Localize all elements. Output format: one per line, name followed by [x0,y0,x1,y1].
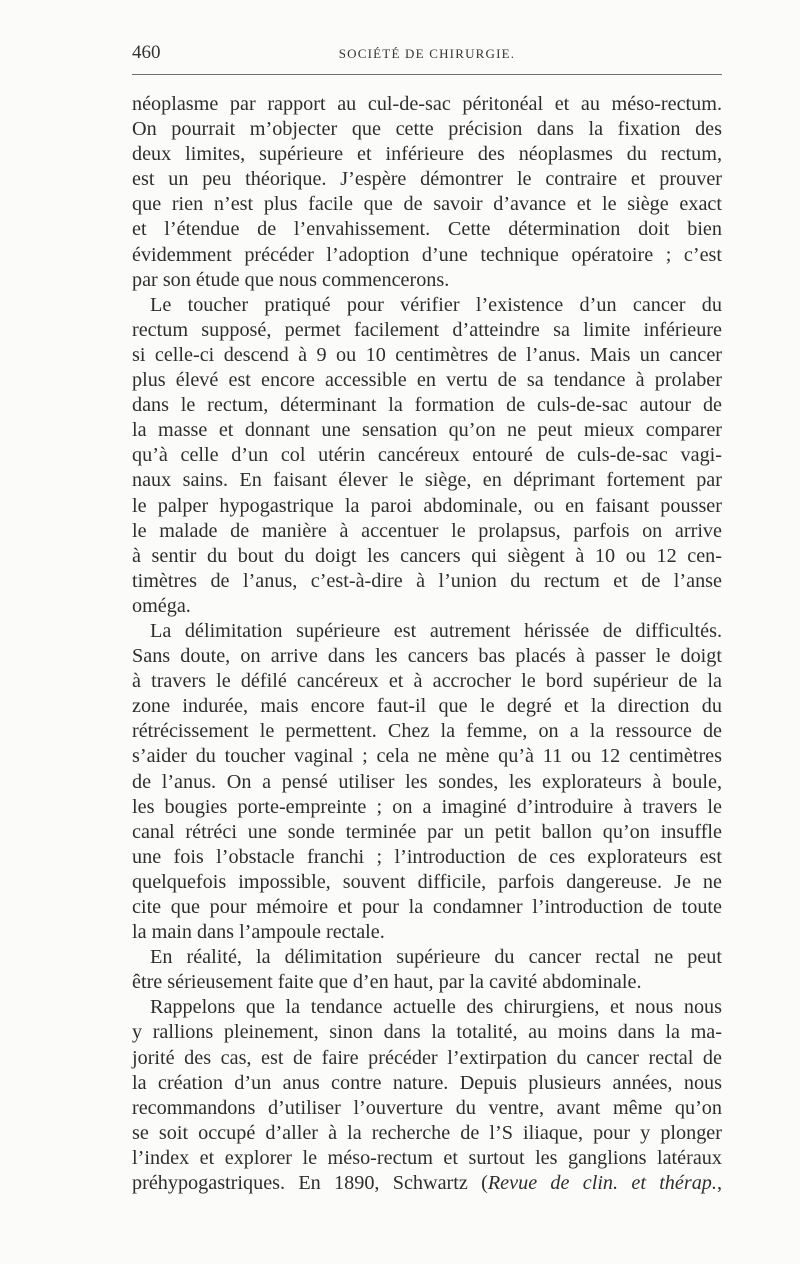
text-line: oméga. [132,594,191,617]
text-line: dans le rectum, déterminant la formation de culs-de-sac autour de [132,394,722,417]
text-line: rétrécissement le permettent. Chez la femme, on a la ressource de [132,720,722,743]
text-line: jorité des cas, est de faire précéder l’extirpation du cancer rectal de [132,1046,722,1069]
text-line: rectum supposé, permet facilement d’atteindre sa limite inférieure [132,318,722,341]
text-line: qu’à celle d’un col utérin cancéreux entouré de culs-de-sac vagi- [132,444,722,467]
text-line: naux sains. En faisant élever le siège, en déprimant fortement par [132,469,722,492]
text-line: néoplasme par rapport au cul-de-sac péritonéal et au méso-rectum. [132,93,722,115]
text-line: la masse et donnant une sensation qu’on ne peut mieux comparer [132,419,722,442]
text-line: l’index et explorer le méso-rectum et surtout les ganglions latéraux [132,1146,722,1169]
text-line: être sérieusement faite que d’en haut, par la cavité abdominale. [132,971,642,994]
citation-title: Revue de clin. et thérap. [487,1172,717,1195]
text-line: à sentir du bout du doigt les cancers qui siègent à 10 ou 12 cen- [132,544,722,567]
text-line: si celle-ci descend à 9 ou 10 centimètres de l’anus. Mais un cancer [132,343,722,366]
text-line: cite que pour mémoire et pour la condamner l’introduction de toute [132,896,722,918]
text-line: s’aider du toucher vaginal ; cela ne mène qu’à 11 ou 12 centimètres [132,745,722,768]
text-line: recommandons d’utiliser l’ouverture du ventre, avant même qu’on [132,1096,722,1119]
text-line: On pourrait m’objecter que cette précision dans la fixation des [132,118,722,141]
text-line: de l’anus. On a pensé utiliser les sondes, les explorateurs à boule, [132,770,722,793]
text-line: deux limites, supérieure et inférieure des néoplasmes du rectum, [132,143,722,166]
text-line: que rien n’est plus facile que de savoir d’avance et le siège exact [132,193,722,216]
text-line: est un peu théorique. J’espère démontrer le contraire et prouver [132,168,722,191]
final-line-tail: , [716,1172,722,1195]
text-line: La délimitation supérieure est autrement hérissée de difficultés. [150,619,722,642]
text-line: quelquefois impossible, souvent difficile, parfois dangereuse. Je ne [132,870,722,893]
text-line: En réalité, la délimitation supérieure du cancer rectal ne peut [150,946,722,969]
final-line-start: préhypogastriques. En 1890, Schwartz ( [132,1172,488,1195]
text-line: canal rétréci une sonde terminée par un petit ballon qu’on insuffle [132,820,722,843]
text-line: le palper hypogastrique la paroi abdominale, ou en faisant pousser [132,494,722,517]
running-head [132,42,722,72]
text-line: Sans doute, on arrive dans les cancers bas placés à passer le doigt [132,645,722,668]
body-text [132,92,722,1196]
text-line: à travers le défilé cancéreux et à accrocher le bord supérieur de la [132,670,722,693]
text-line: évidemment précéder l’adoption d’une technique opératoire ; c’est [132,243,722,266]
text-line: y rallions pleinement, sinon dans la totalité, au moins dans la ma- [132,1021,722,1044]
header-rule [132,74,722,75]
text-line: Le toucher pratiqué pour vérifier l’existence d’un cancer du [150,293,722,316]
text-line-final [132,1171,722,1196]
text-line: les bougies porte-empreinte ; on a imaginé d’introduire à travers le [132,795,722,818]
text-line: la main dans l’ampoule rectale. [132,921,385,944]
text-line: timètres de l’anus, c’est-à-dire à l’union du rectum et de l’anse [132,569,722,592]
text-line: une fois l’obstacle franchi ; l’introduction de ces explorateurs est [132,845,722,868]
text-line: par son étude que nous commencerons. [132,268,450,291]
text-line: Rappelons que la tendance actuelle des chirurgiens, et nous nous [150,996,722,1019]
text-line: la création d’un anus contre nature. Depuis plusieurs années, nous [132,1071,722,1094]
text-line: et l’étendue de l’envahissement. Cette détermination doit bien [132,218,722,241]
running-title: SOCIÉTÉ DE CHIRURGIE. [338,46,516,61]
text-line: plus élevé est encore accessible en vertu de sa tendance à prolaber [132,369,722,392]
text-line: le malade de manière à accentuer le prolapsus, parfois on arrive [132,519,722,542]
text-line: se soit occupé d’aller à la recherche de l’S iliaque, pour y plonger [132,1121,722,1144]
page-number: 460 [132,42,161,63]
text-line: zone indurée, mais encore faut-il que le degré et la direction du [132,695,722,718]
